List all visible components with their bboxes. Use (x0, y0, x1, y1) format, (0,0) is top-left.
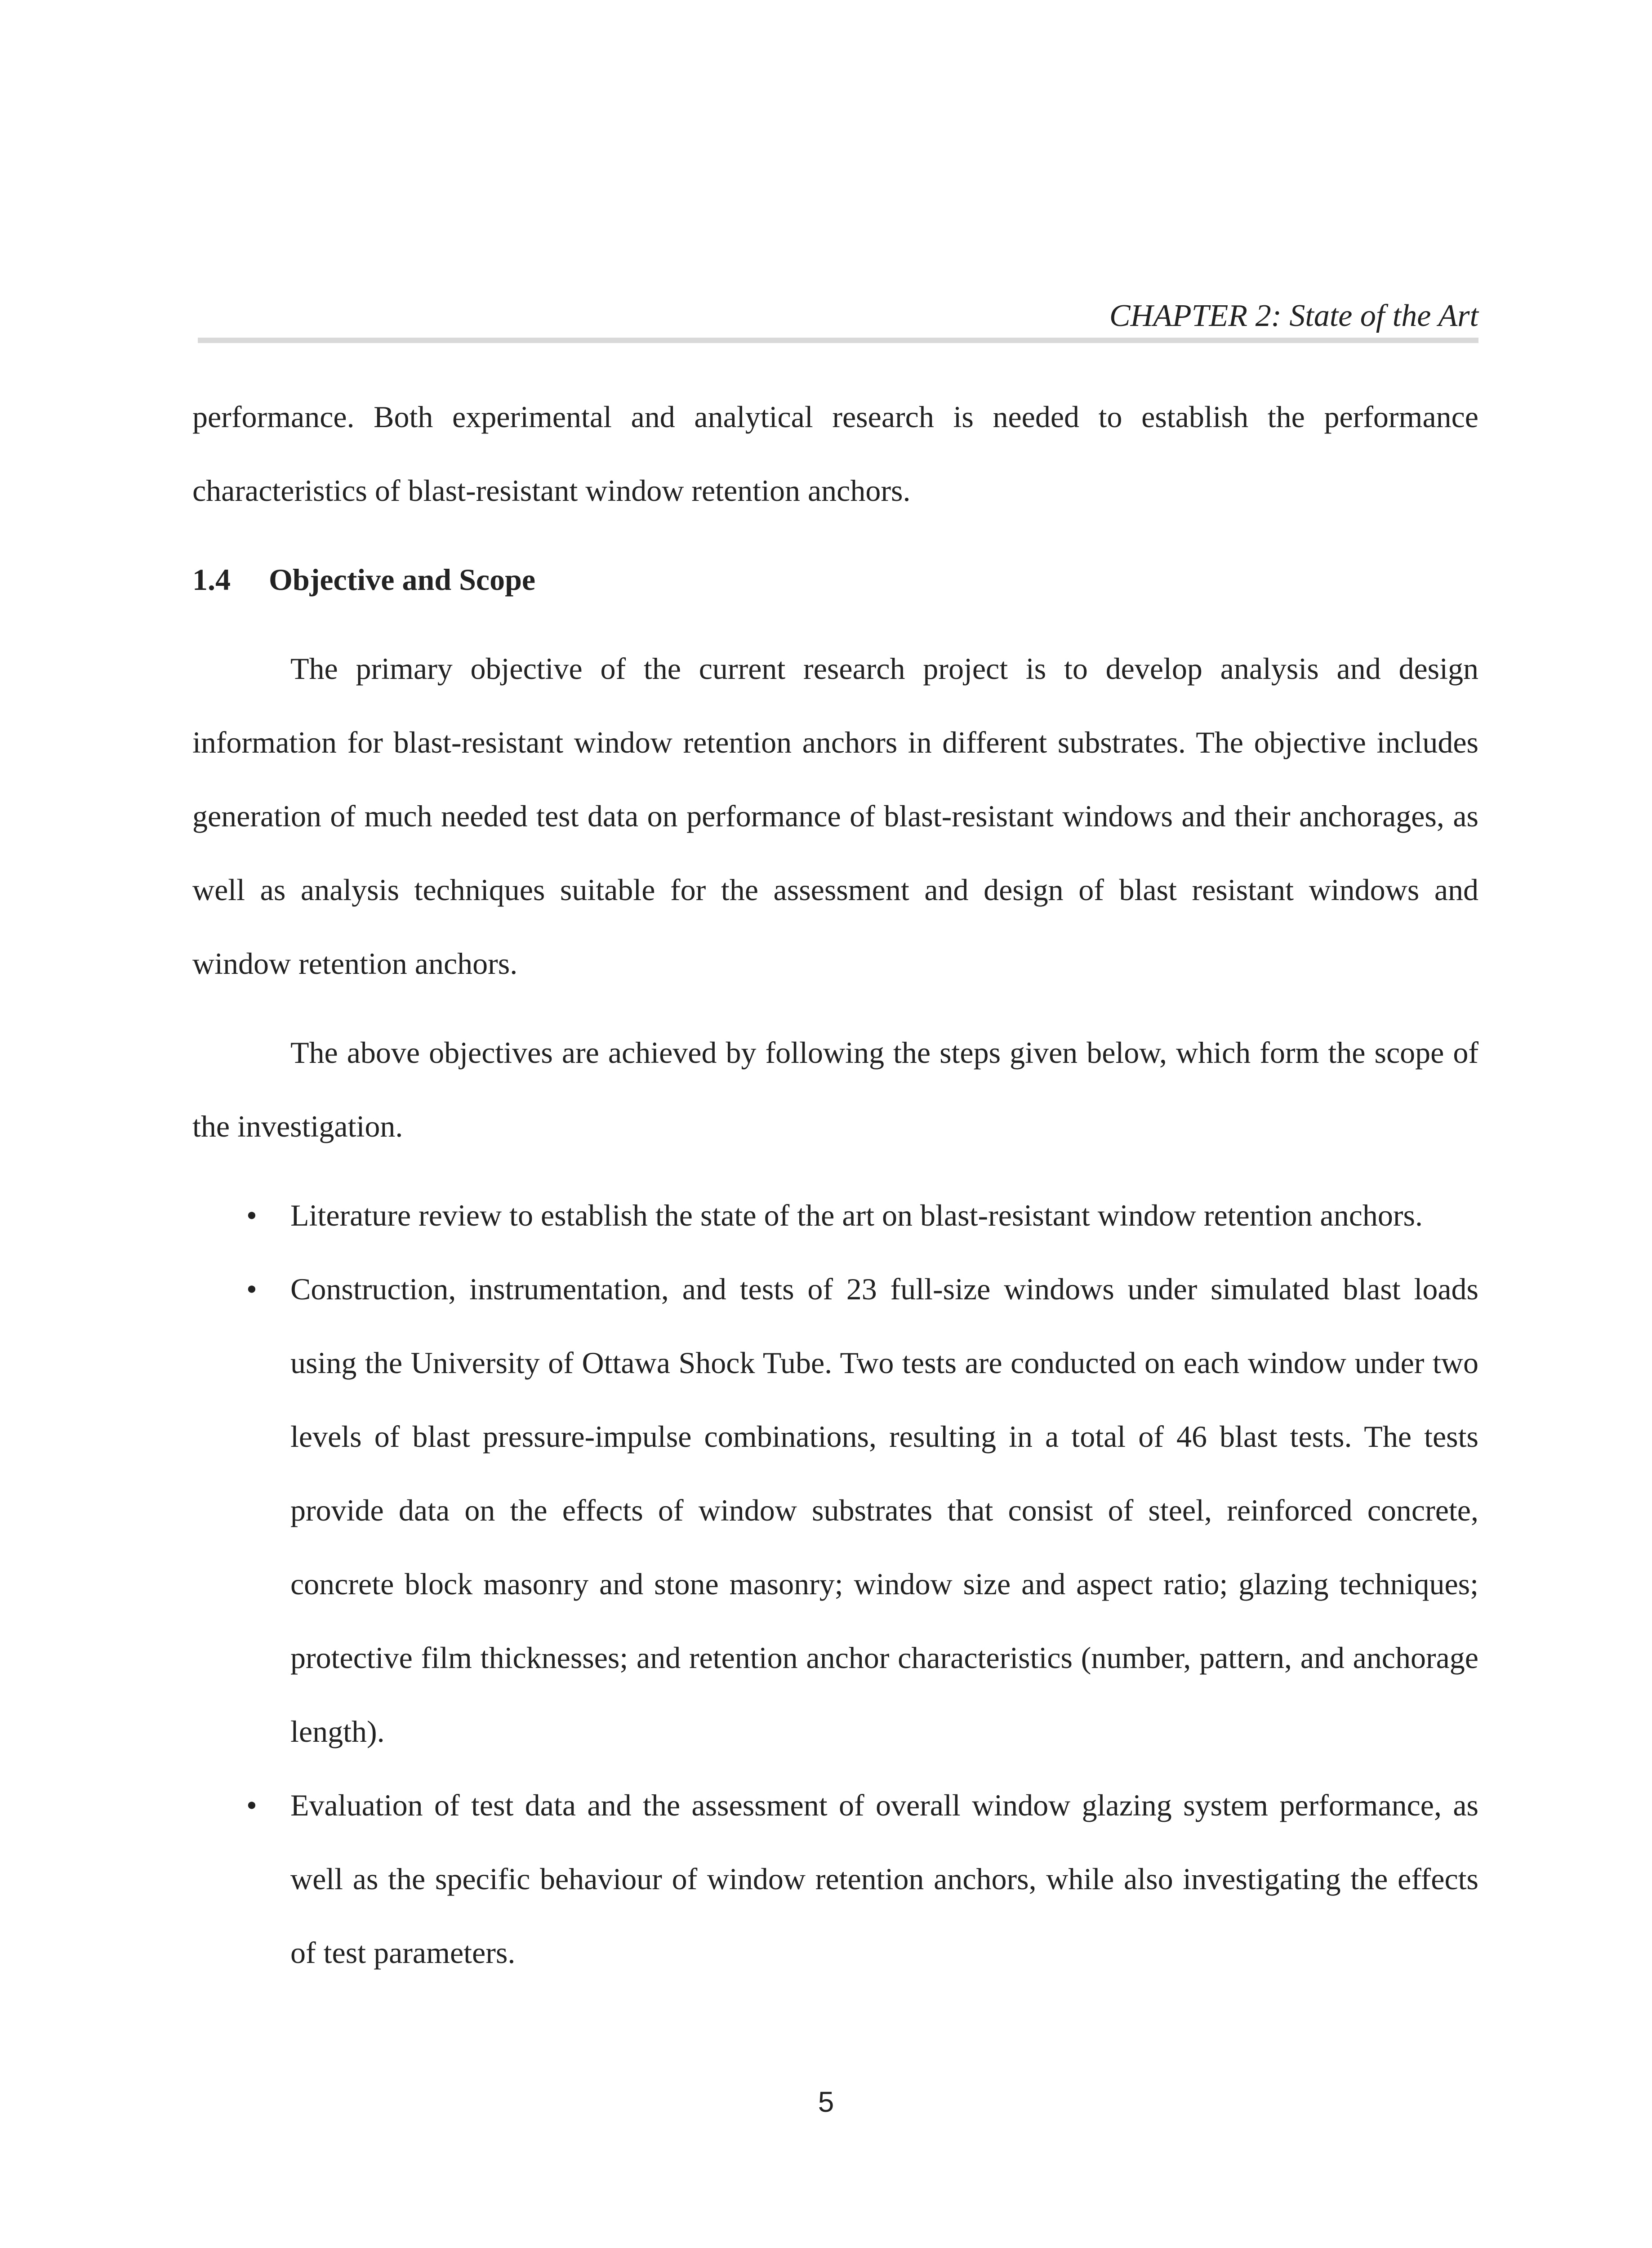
page-body (192, 380, 1478, 1989)
bullet-icon: • (246, 1272, 257, 1306)
bullet-icon: • (246, 1788, 257, 1822)
continuation-paragraph: performance. Both experimental and analytical research is needed to establish the performance characteristics of blast-resistant window retention anchors. (192, 400, 1478, 508)
list-item (192, 1768, 1478, 1989)
bullet-icon: • (246, 1198, 257, 1232)
header-rule (198, 338, 1478, 343)
list-item (192, 1252, 1478, 1768)
section-heading (192, 543, 1478, 616)
list-item-text: Construction, instrumentation, and tests of 23 full-size windows under simulated blast loads using the University of Ottawa Shock Tube. Two tests are conducted on each window under two levels of blast pressure-impulse combinations, resulting in a total of 46 blast tests. The tests provide data on the effects of window substrates that consist of steel, reinforced concrete, concrete block masonry and stone masonry; window size and aspect ratio; glazing techniques; protective film thicknesses; and retention anchor characteristics (number, pattern, and anchorage length). (290, 1272, 1478, 1748)
scope-intro-paragraph: The above objectives are achieved by following the steps given below, which form the scope of the investigation. (192, 1035, 1478, 1143)
running-header: CHAPTER 2: State of the Art (1109, 299, 1478, 333)
scope-list (192, 1178, 1478, 1989)
list-item-text: Evaluation of test data and the assessment of overall window glazing system performance, as well as the specific behaviour of window retention anchors, while also investigating the effects of test parameters. (290, 1788, 1478, 1970)
section-number: 1.4 (192, 562, 231, 597)
list-item-text: Literature review to establish the state of the art on blast-resistant window retention anchors. (290, 1198, 1423, 1232)
objective-paragraph: The primary objective of the current research project is to develop analysis and design information for blast-resistant window retention anchors in different substrates. The objective includes generation of much needed test data on performance of blast-resistant windows and their anchorages, as well as analysis techniques suitable for the assessment and design of blast resistant windows and window retention anchors. (192, 651, 1478, 981)
list-item (192, 1178, 1478, 1252)
section-title: Objective and Scope (269, 562, 536, 597)
page-number: 5 (818, 2086, 834, 2118)
